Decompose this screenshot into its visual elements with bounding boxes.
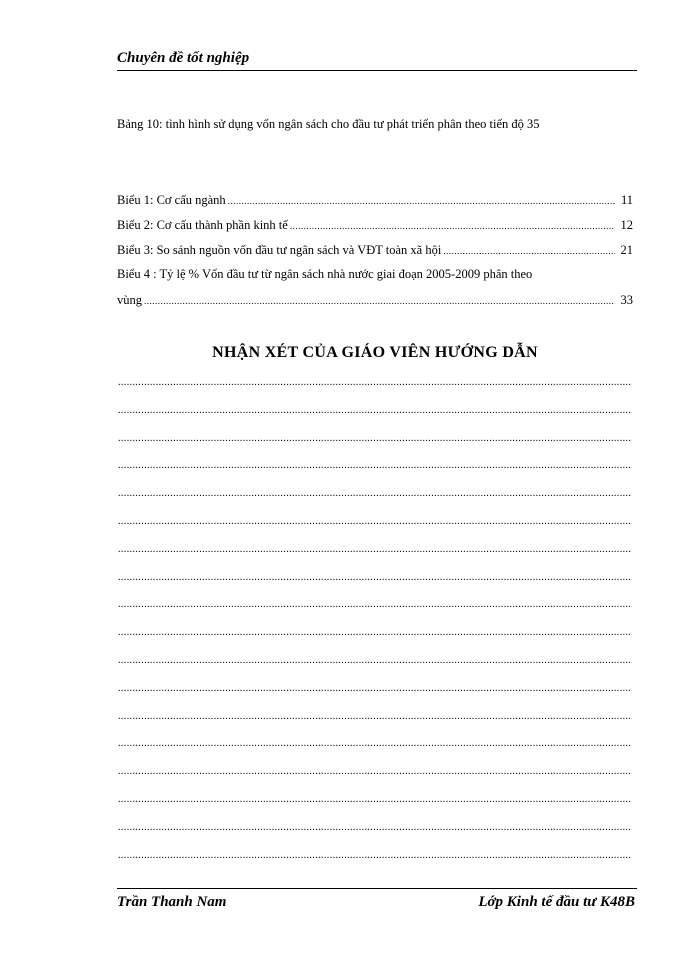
- dot-leader: [443, 243, 615, 259]
- dot-leader: [144, 293, 615, 309]
- comment-line: [118, 733, 632, 761]
- comment-line: [118, 539, 632, 567]
- comment-line: [118, 622, 632, 650]
- comment-line: [118, 372, 632, 400]
- figure-list-entry: [117, 292, 633, 308]
- comment-line: [118, 594, 632, 622]
- figure-entry-page: 33: [620, 293, 633, 307]
- figure-entry-label: Biểu 3: So sánh nguồn vốn đầu tư ngân sách và VĐT toàn xã hội: [117, 243, 442, 257]
- comment-line: [118, 483, 632, 511]
- figure-entry-label-line2: vùng: [117, 293, 142, 307]
- figure-entry-label: Biểu 2: Cơ cấu thành phần kinh tế: [117, 218, 288, 232]
- page-header: [117, 48, 637, 71]
- figure-list-entry: [117, 217, 633, 233]
- comment-line: [118, 761, 632, 789]
- comment-line: [118, 789, 632, 817]
- comment-line: [118, 511, 632, 539]
- comment-line: [118, 706, 632, 734]
- comment-line: [118, 428, 632, 456]
- comment-line: [118, 845, 632, 873]
- dot-leader: [228, 193, 615, 209]
- comment-line: [118, 678, 632, 706]
- page-footer: [117, 888, 637, 915]
- figure-list-entry: [117, 192, 633, 208]
- figure-entry-page: 11: [620, 193, 633, 207]
- footer-author: Trần Thanh Nam: [117, 894, 227, 910]
- comment-line: [118, 650, 632, 678]
- comment-line: [118, 400, 632, 428]
- figure-entry-label: Biểu 1: Cơ cấu ngành: [117, 193, 226, 207]
- figure-entry-page: 12: [620, 218, 633, 232]
- comment-lines: [118, 372, 632, 872]
- section-title: NHẬN XÉT CỦA GIÁO VIÊN HƯỚNG DẪN: [212, 344, 538, 361]
- figure-list-entry: [117, 242, 633, 258]
- comment-line: [118, 455, 632, 483]
- table-list-entry: Bảng 10: tình hình sử dụng vốn ngân sách cho đầu tư phát triển phân theo tiến độ 35: [117, 117, 540, 131]
- figure-entry-label-line1: Biểu 4 : Tỷ lệ % Vốn đầu tư từ ngân sách nhà nước giai đoạn 2005-2009 phân theo: [117, 267, 533, 281]
- header-title: Chuyên đề tốt nghiệp: [117, 50, 250, 66]
- footer-class: Lớp Kinh tế đầu tư K48B: [478, 894, 635, 910]
- comment-line: [118, 567, 632, 595]
- comment-line: [118, 817, 632, 845]
- figure-entry-page: 21: [620, 243, 633, 257]
- dot-leader: [290, 218, 615, 234]
